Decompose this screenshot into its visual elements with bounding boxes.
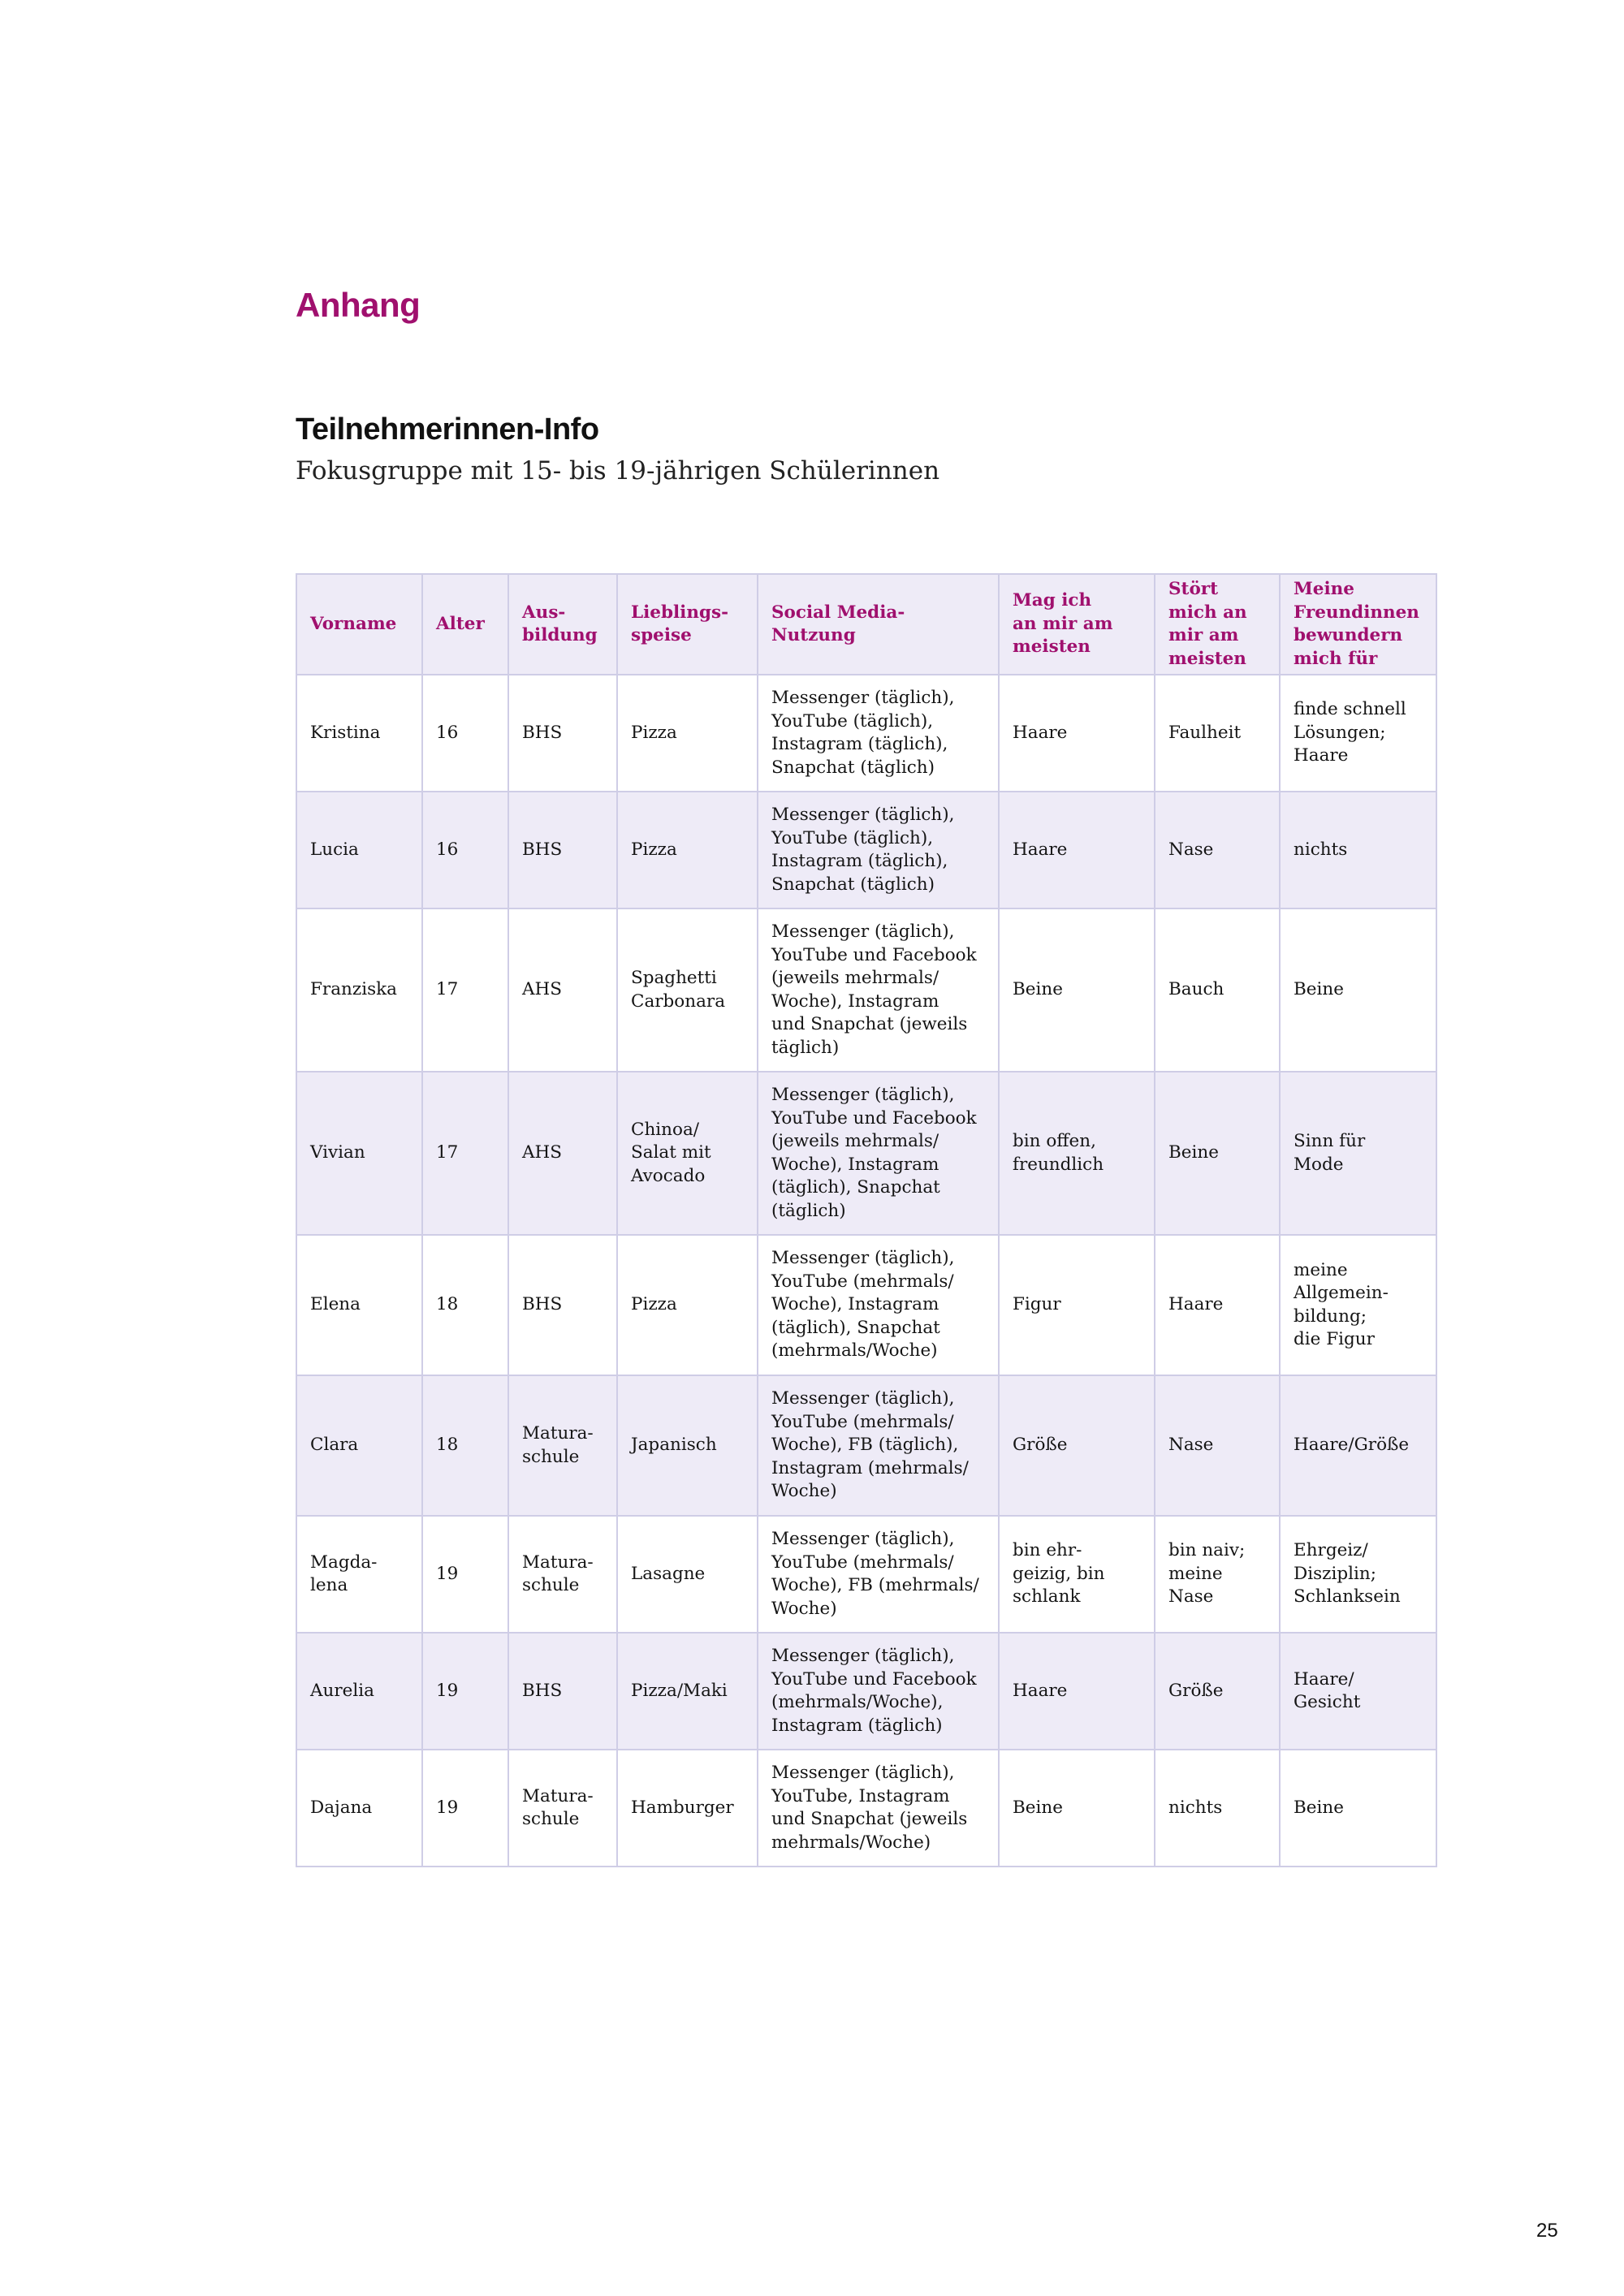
cell-name: Elena xyxy=(296,1235,422,1375)
cell-social: Messenger (täglich), YouTube und Facebook (mehrmals/Woche), Instagram (täglich) xyxy=(758,1633,999,1750)
cell-admired: Haare/ Gesicht xyxy=(1280,1633,1436,1750)
cell-admired: meine Allgemein- bildung; die Figur xyxy=(1280,1235,1436,1375)
section-title: Anhang xyxy=(296,286,421,324)
header-lieblingsspeise: Lieblings- speise xyxy=(617,574,758,675)
cell-education: Matura- schule xyxy=(508,1375,617,1516)
cell-age: 19 xyxy=(422,1516,508,1633)
cell-age: 19 xyxy=(422,1633,508,1750)
header-mag-ich: Mag ich an mir am meisten xyxy=(999,574,1155,675)
cell-dislike: Bauch xyxy=(1155,908,1280,1072)
cell-like: Haare xyxy=(999,1633,1155,1750)
cell-food: Hamburger xyxy=(617,1750,758,1867)
cell-age: 17 xyxy=(422,1072,508,1235)
cell-age: 17 xyxy=(422,908,508,1072)
cell-name: Aurelia xyxy=(296,1633,422,1750)
cell-age: 16 xyxy=(422,675,508,792)
cell-social: Messenger (täglich), YouTube (mehrmals/ Woche), FB (täglich), Instagram (mehrmals/ Woche) xyxy=(758,1375,999,1516)
cell-education: BHS xyxy=(508,792,617,908)
cell-like: Beine xyxy=(999,908,1155,1072)
cell-social: Messenger (täglich), YouTube und Facebook (jeweils mehrmals/ Woche), Instagram und Snapchat (jeweils täglich) xyxy=(758,908,999,1072)
cell-dislike: bin naiv; meine Nase xyxy=(1155,1516,1280,1633)
cell-food: Pizza xyxy=(617,792,758,908)
table-row xyxy=(296,675,1436,792)
cell-age: 18 xyxy=(422,1375,508,1516)
cell-like: bin offen, freundlich xyxy=(999,1072,1155,1235)
page-number: 25 xyxy=(1536,2220,1558,2242)
cell-social: Messenger (täglich), YouTube, Instagram und Snapchat (jeweils mehrmals/Woche) xyxy=(758,1750,999,1867)
table-row xyxy=(296,1750,1436,1867)
table-row xyxy=(296,1235,1436,1375)
cell-admired: Sinn für Mode xyxy=(1280,1072,1436,1235)
cell-dislike: Haare xyxy=(1155,1235,1280,1375)
cell-admired: nichts xyxy=(1280,792,1436,908)
cell-name: Lucia xyxy=(296,792,422,908)
cell-food: Pizza/Maki xyxy=(617,1633,758,1750)
cell-education: AHS xyxy=(508,908,617,1072)
header-vorname: Vorname xyxy=(296,574,422,675)
cell-name: Clara xyxy=(296,1375,422,1516)
cell-social: Messenger (täglich), YouTube (täglich), Instagram (täglich), Snapchat (täglich) xyxy=(758,675,999,792)
table-row xyxy=(296,908,1436,1072)
info-heading: Teilnehmerinnen-Info xyxy=(296,412,599,447)
cell-name: Magda- lena xyxy=(296,1516,422,1633)
cell-name: Franziska xyxy=(296,908,422,1072)
cell-age: 19 xyxy=(422,1750,508,1867)
cell-like: Haare xyxy=(999,792,1155,908)
cell-social: Messenger (täglich), YouTube (täglich), Instagram (täglich), Snapchat (täglich) xyxy=(758,792,999,908)
table-row xyxy=(296,1516,1436,1633)
header-ausbildung: Aus- bildung xyxy=(508,574,617,675)
cell-like: bin ehr- geizig, bin schlank xyxy=(999,1516,1155,1633)
cell-social: Messenger (täglich), YouTube (mehrmals/ Woche), Instagram (täglich), Snapchat (mehrmals/Woche) xyxy=(758,1235,999,1375)
header-bewundern: Meine Freundinnen bewundern mich für xyxy=(1280,574,1436,675)
table-row xyxy=(296,1072,1436,1235)
cell-food: Pizza xyxy=(617,1235,758,1375)
cell-food: Pizza xyxy=(617,675,758,792)
cell-dislike: Faulheit xyxy=(1155,675,1280,792)
header-alter: Alter xyxy=(422,574,508,675)
cell-like: Beine xyxy=(999,1750,1155,1867)
cell-dislike: Beine xyxy=(1155,1072,1280,1235)
cell-like: Figur xyxy=(999,1235,1155,1375)
cell-education: BHS xyxy=(508,675,617,792)
cell-dislike: Nase xyxy=(1155,1375,1280,1516)
cell-education: Matura- schule xyxy=(508,1750,617,1867)
table-header-row xyxy=(296,574,1436,675)
cell-dislike: nichts xyxy=(1155,1750,1280,1867)
cell-education: AHS xyxy=(508,1072,617,1235)
cell-admired: Beine xyxy=(1280,1750,1436,1867)
cell-name: Vivian xyxy=(296,1072,422,1235)
header-social-media: Social Media- Nutzung xyxy=(758,574,999,675)
cell-admired: Ehrgeiz/ Disziplin; Schlanksein xyxy=(1280,1516,1436,1633)
cell-age: 18 xyxy=(422,1235,508,1375)
cell-education: BHS xyxy=(508,1633,617,1750)
cell-admired: finde schnell Lösungen; Haare xyxy=(1280,675,1436,792)
cell-dislike: Größe xyxy=(1155,1633,1280,1750)
table-row xyxy=(296,792,1436,908)
cell-name: Dajana xyxy=(296,1750,422,1867)
cell-education: Matura- schule xyxy=(508,1516,617,1633)
cell-food: Japanisch xyxy=(617,1375,758,1516)
cell-social: Messenger (täglich), YouTube (mehrmals/ Woche), FB (mehrmals/ Woche) xyxy=(758,1516,999,1633)
table-row xyxy=(296,1375,1436,1516)
cell-dislike: Nase xyxy=(1155,792,1280,908)
cell-like: Haare xyxy=(999,675,1155,792)
info-subtitle: Fokusgruppe mit 15- bis 19-jährigen Schülerinnen xyxy=(296,456,940,486)
cell-education: BHS xyxy=(508,1235,617,1375)
cell-food: Chinoa/ Salat mit Avocado xyxy=(617,1072,758,1235)
cell-admired: Beine xyxy=(1280,908,1436,1072)
cell-food: Lasagne xyxy=(617,1516,758,1633)
cell-age: 16 xyxy=(422,792,508,908)
cell-name: Kristina xyxy=(296,675,422,792)
table-row xyxy=(296,1633,1436,1750)
participants-table xyxy=(296,573,1437,1867)
cell-like: Größe xyxy=(999,1375,1155,1516)
cell-social: Messenger (täglich), YouTube und Facebook (jeweils mehrmals/ Woche), Instagram (täglich), Snapchat (täglich) xyxy=(758,1072,999,1235)
cell-admired: Haare/Größe xyxy=(1280,1375,1436,1516)
header-stoert-mich: Stört mich an mir am meisten xyxy=(1155,574,1280,675)
cell-food: Spaghetti Carbonara xyxy=(617,908,758,1072)
